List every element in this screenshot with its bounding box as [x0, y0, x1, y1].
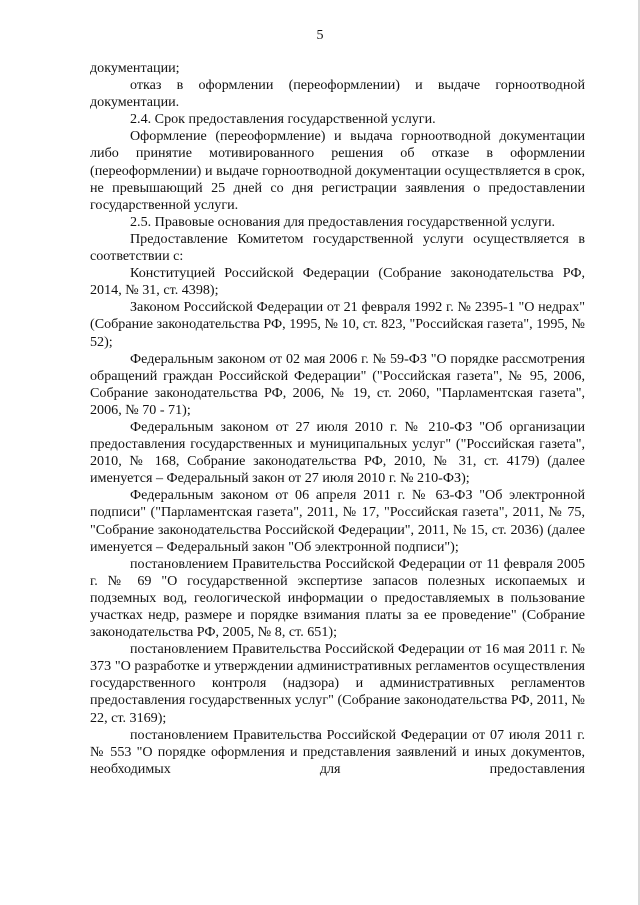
document-body: [90, 60, 585, 778]
section-heading: 2.5. Правовые основания для предоставления государственной услуги.: [130, 213, 556, 230]
legal-basis-item: постановлением Правительства Российской Федерации от 11 февраля 2005 г. № 69 "О государственной экспертизе запасов полезных ископаемых и подземных вод, геологической информации о предоставляемых в пользование участках недр, размере и порядке взимания платы за ее проведение" (Собрание законодательства РФ, 2005, № 8, ст. 651);: [90, 555, 585, 641]
paragraph: Оформление (переоформление) и выдача горноотводной документации либо принятие мотивированного решения об отказе в оформлении (переоформлении) и выдаче горноотводной документации осуществляется в срок, не превышающий 25 дней со дня регистрации заявления о предоставлении государственной услуги.: [90, 128, 585, 213]
legal-basis-item: Законом Российской Федерации от 21 февраля 1992 г. № 2395-1 "О недрах" (Собрание законодательства РФ, 1995, № 10, ст. 823, "Российская газета", 1995, № 52);: [90, 299, 585, 350]
page-number: 5: [316, 28, 324, 43]
legal-basis-item: Конституцией Российской Федерации (Собрание законодательства РФ, 2014, № 31, ст. 4398);: [90, 265, 585, 299]
legal-basis-item: Федеральным законом от 02 мая 2006 г. № 59-ФЗ "О порядке рассмотрения обращений граждан Российской Федерации" ("Российская газета", № 95, 2006, Собрание законодательства РФ, 2006, № 19, ст. 2060, "Парламентская газета", 2006, № 70 - 71);: [90, 350, 585, 418]
section-heading: 2.4. Срок предоставления государственной услуги.: [130, 111, 436, 128]
paragraph: отказ в оформлении (переоформлении) и выдаче горноотводной документации.: [90, 77, 585, 111]
paragraph: Предоставление Комитетом государственной услуги осуществляется в соответствии с:: [90, 230, 585, 265]
legal-basis-item: постановлением Правительства Российской Федерации от 07 июля 2011 г. № 553 "О порядке оформления и представления заявлений и иных документов, необходимых для предоставления: [90, 726, 585, 777]
legal-basis-item: Федеральным законом от 27 июля 2010 г. № 210-ФЗ "Об организации предоставления государственных и муниципальных услуг" ("Российская газета", 2010, № 168, Собрание законодательства РФ, 2010, № 31, ст. 4179) (далее именуется – Федеральный закон от 27 июля 2010 г. № 210-ФЗ);: [90, 418, 585, 487]
legal-basis-item: Федеральным законом от 06 апреля 2011 г. № 63-ФЗ "Об электронной подписи" ("Парламентская газета", 2011, № 17, "Российская газета", 2011, № 75, "Собрание законодательства Российской Федерации", 2011, № 15, ст. 2036) (далее именуется – Федеральный закон "Об электронной подписи");: [90, 487, 585, 555]
legal-basis-item: постановлением Правительства Российской Федерации от 16 мая 2011 г. № 373 "О разработке и утверждении административных регламентов осуществления государственного контроля (надзора) и административных регламентов предоставления государственных услуг" (Собрание законодательства РФ, 2011, № 22, ст. 3169);: [90, 641, 585, 726]
paragraph: документации;: [90, 60, 180, 76]
